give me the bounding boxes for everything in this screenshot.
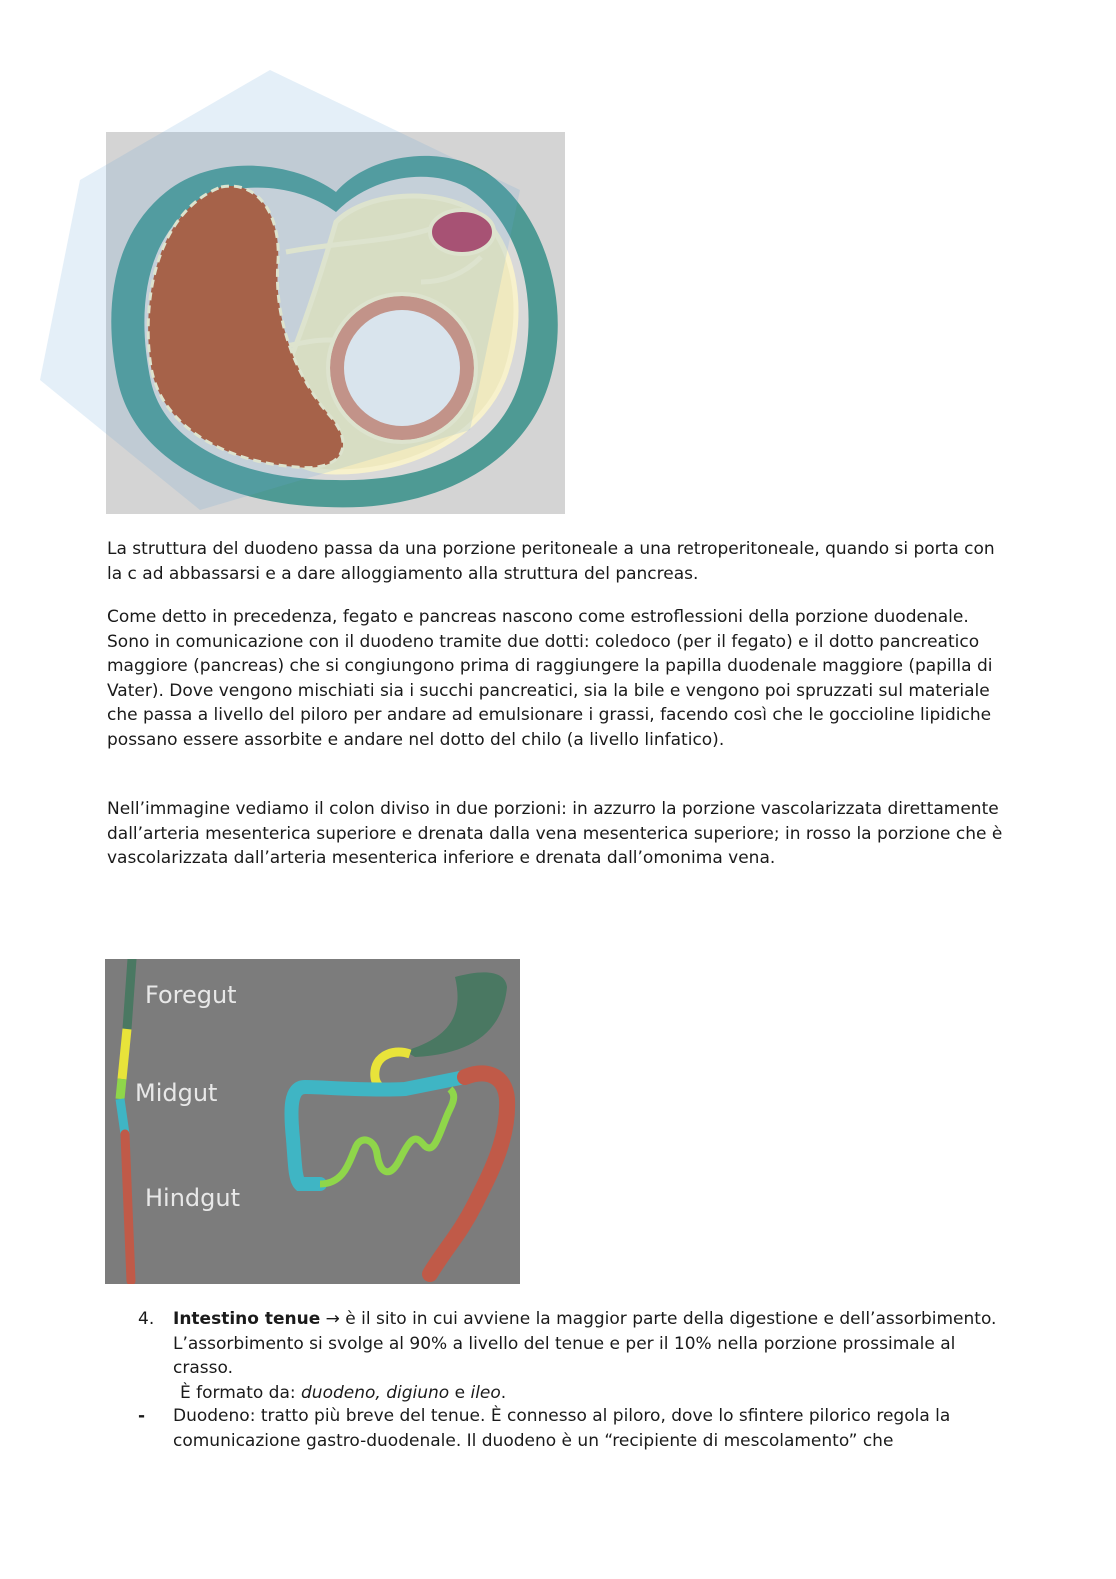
subline-and: e	[449, 1382, 471, 1403]
duodenum-cross-section-figure	[106, 132, 565, 514]
hindgut-tube	[125, 1134, 131, 1281]
paragraph-colon-portions: Nell’immagine vediamo il colon diviso in due porzioni: in azzurro la porzione vascolarizzata direttamente dall’arteria mesenterica superiore e drenata dalla vena mesenterica superiore; in rosso la porzione che è vascolarizzata dall’arteria mesenterica inferiore e drenata dall’omonima vena.	[107, 799, 1003, 869]
subline-end: .	[500, 1382, 507, 1403]
dash-bullet: -	[138, 1406, 146, 1426]
list-item-intestino-tenue	[173, 1307, 1013, 1405]
vessel-shape	[430, 210, 494, 254]
paragraph-duodenum-structure: La struttura del duodeno passa da una porzione peritoneale a una retroperitoneale, quando si porta con la c ad abbassarsi e a dare alloggiamento alla struttura del pancreas.	[107, 539, 995, 584]
subline-prefix: È formato da:	[180, 1382, 302, 1403]
midgut-yellow-tube	[122, 1029, 127, 1079]
duodenum-lumen	[344, 310, 460, 426]
list-item-duodeno: Duodeno: tratto più breve del tenue. È connesso al piloro, dove lo sfintere pilorico regola la comunicazione gastro-duodenale. Il duodeno è un “recipiente di mescolamento” che	[173, 1406, 951, 1451]
hindgut-label: Hindgut	[145, 1184, 241, 1212]
foregut-label: Foregut	[145, 981, 237, 1009]
midgut-blue-tube	[120, 1099, 125, 1134]
midgut-label: Midgut	[135, 1079, 218, 1107]
subline-parts-a: duodeno, digiuno	[301, 1382, 450, 1403]
list-item-title: Intestino tenue	[173, 1309, 321, 1329]
subline-parts-b: ileo	[470, 1382, 501, 1403]
list-item-subline	[173, 1381, 1013, 1406]
midgut-green-tube	[120, 1079, 122, 1099]
list-number: 4.	[138, 1309, 155, 1329]
list-item-text: → è il sito in cui avviene la maggior parte della digestione e dell’assorbimento. L’assorbimento si svolge al 90% a livello del tenue e per il 10% nella porzione prossimale al crasso.	[173, 1309, 997, 1379]
foregut-tube	[127, 959, 132, 1029]
paragraph-liver-pancreas: Come detto in precedenza, fegato e pancreas nascono come estroflessioni della porzione duodenale. Sono in comunicazione con il duodeno tramite due dotti: coledoco (per il fegato) e il dotto pancreatico maggiore (pancreas) che si congiungono prima di raggiungere la papilla duodenale maggiore (papilla di Vater). Dove vengono mischiati sia i succhi pancreatici, sia la bile e vengono poi spruzzati sul materiale che passa a livello del piloro per andare ad emulsionare i grassi, facendo così che le goccioline lipidiche possano essere assorbite e andare nel dotto del chilo (a livello linfatico).	[107, 607, 993, 750]
gut-divisions-figure	[105, 959, 520, 1284]
